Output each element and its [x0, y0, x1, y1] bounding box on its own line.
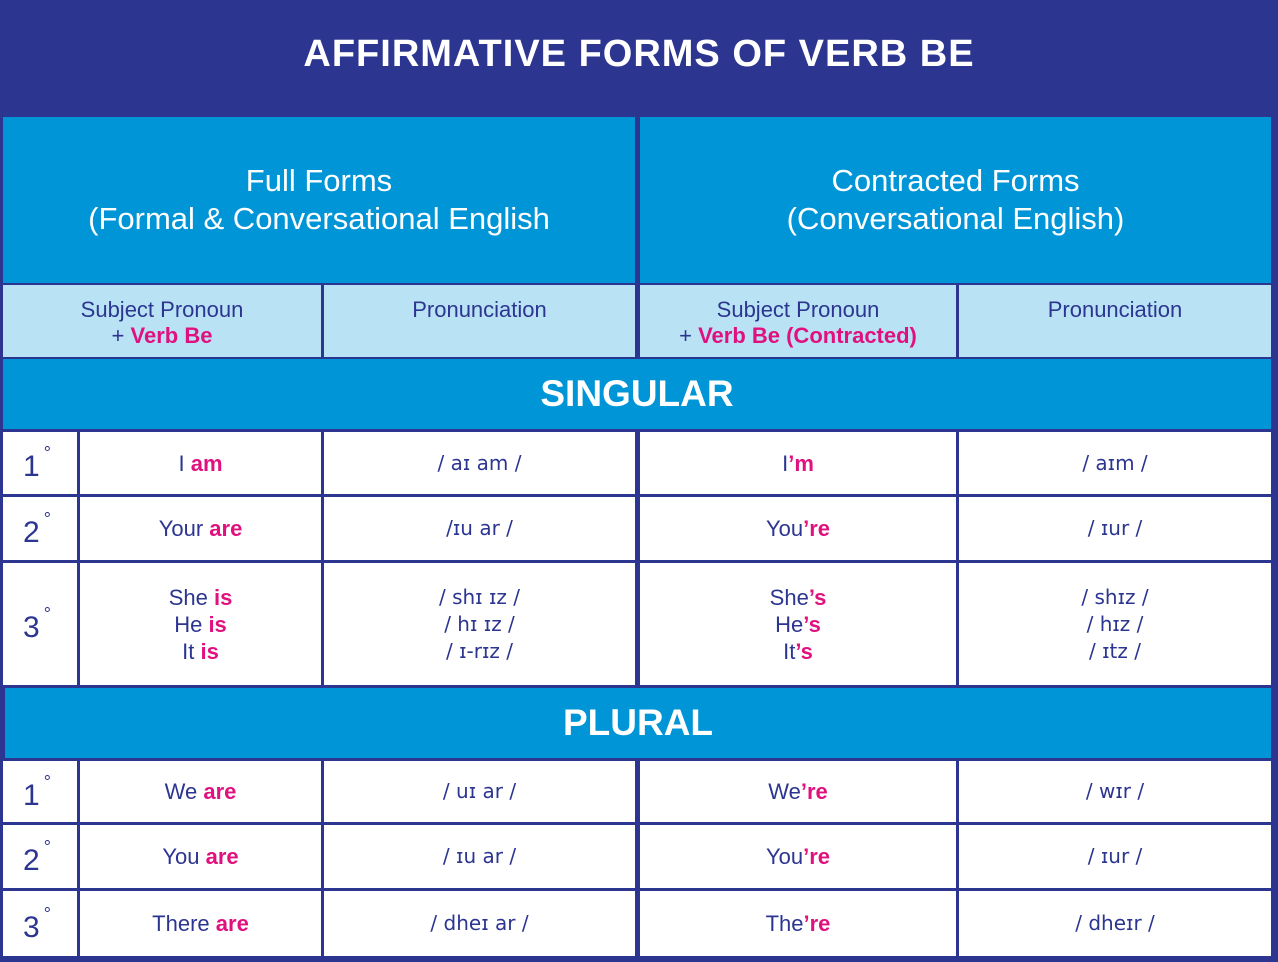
singular-contracted_pron-cell — [959, 563, 1271, 685]
singular-full_pron-cell — [324, 563, 635, 685]
subheader-full-subject — [3, 285, 321, 357]
pronunciation-text: / uɪ ar / — [442, 779, 517, 803]
full-forms-title: Full Forms — [245, 163, 393, 198]
singular-contracted-cell — [640, 497, 956, 560]
person-digit: 3 — [23, 611, 40, 644]
contracted-form-line — [782, 450, 814, 477]
subheader-full-pronunciation — [324, 285, 635, 357]
subheader-contracted-pronunciation — [959, 285, 1271, 357]
full-form-line — [174, 611, 227, 638]
plural-contracted_pron-cell — [959, 825, 1271, 888]
contracted-form-line — [768, 778, 828, 805]
subheader-label: Subject Pronoun — [80, 297, 244, 322]
verb-text: am — [190, 450, 223, 476]
full-form-line — [169, 584, 233, 611]
verb-text: are — [215, 911, 249, 936]
plural-full_pron-cell — [324, 825, 635, 888]
pronoun-text: I — [782, 450, 789, 476]
subheader-label: Pronunciation — [412, 297, 547, 322]
subheader-contracted-subject — [640, 285, 956, 357]
contracted-forms-subtitle: (Conversational English) — [786, 201, 1125, 236]
title-bar — [0, 0, 1278, 116]
plural-contracted-cell — [640, 891, 956, 956]
pronunciation-text: / ɪ-rɪz / — [446, 638, 513, 663]
degree-sign: ° — [43, 604, 51, 624]
pronoun-text: There — [152, 911, 216, 936]
person-number — [23, 604, 51, 644]
singular-num-cell — [3, 497, 77, 560]
pronunciation-text: / shɪz / — [1081, 584, 1149, 609]
person-digit: 1 — [23, 450, 40, 483]
subheader-verb-line — [679, 323, 917, 349]
full-form-line — [182, 638, 219, 665]
verb-text: ’re — [800, 779, 828, 804]
plural-contracted-cell — [640, 825, 956, 888]
pronoun-text: The — [765, 911, 804, 936]
verb-text: are — [203, 779, 237, 804]
plural-num-cell — [3, 825, 77, 888]
verb-text: is — [208, 611, 227, 637]
contracted-form-line — [766, 910, 831, 937]
plural-full_pron-cell — [324, 891, 635, 956]
singular-contracted_pron-cell — [959, 497, 1271, 560]
subheader-label: Subject Pronoun — [716, 297, 880, 322]
pronoun-text: We — [768, 779, 801, 804]
pronunciation-text: / dheɪr / — [1075, 911, 1155, 935]
full-forms-subtitle: (Formal & Conversational English — [88, 201, 550, 236]
verb-text: ’re — [803, 516, 831, 541]
section-plural — [5, 688, 1271, 758]
degree-sign: ° — [43, 836, 51, 857]
person-digit: 3 — [23, 910, 40, 944]
plural-full-cell — [80, 825, 321, 888]
pronunciation-text: / dheɪ ar / — [430, 911, 529, 935]
plural-contracted_pron-cell — [959, 761, 1271, 822]
plural-contracted-cell — [640, 761, 956, 822]
full-form-line — [162, 843, 238, 870]
pronunciation-text: / ɪur / — [1087, 844, 1143, 868]
section-label: PLURAL — [562, 702, 714, 743]
plural-full_pron-cell — [324, 761, 635, 822]
singular-full_pron-cell — [324, 432, 635, 494]
singular-full-cell — [80, 563, 321, 685]
subheader-verb-line — [112, 323, 213, 349]
pronoun-text: You — [162, 844, 206, 869]
verb-text: is — [213, 584, 233, 610]
pronunciation-text: / hɪ ɪz / — [444, 611, 515, 636]
contracted-form-line — [766, 843, 830, 870]
person-number — [23, 443, 51, 483]
contracted-forms-header — [640, 117, 1271, 283]
pronunciation-text: / ɪu ar / — [442, 844, 517, 868]
person-digit: 2 — [23, 843, 40, 877]
pronoun-text: She — [168, 584, 214, 610]
plural-full-cell — [80, 891, 321, 956]
pronunciation-text: / aɪm / — [1082, 450, 1148, 475]
degree-sign: ° — [43, 771, 51, 792]
plural-full-cell — [80, 761, 321, 822]
verb-text: are — [205, 844, 239, 869]
singular-contracted-cell — [640, 432, 956, 494]
verb-text: are — [209, 516, 243, 541]
pronoun-text: Your — [158, 516, 210, 541]
pronunciation-text: / hɪz / — [1086, 611, 1144, 636]
contracted-form-line — [775, 611, 821, 638]
degree-sign: ° — [43, 443, 51, 463]
singular-num-cell — [3, 432, 77, 494]
pronoun-text: She — [769, 584, 809, 610]
person-number — [23, 508, 51, 549]
pronoun-text: It — [182, 638, 201, 664]
contracted-forms-title: Contracted Forms — [831, 163, 1080, 198]
pronunciation-text: / ɪtz / — [1089, 638, 1141, 663]
full-forms-header — [3, 117, 635, 283]
pronunciation-text: / aɪ am / — [437, 450, 522, 475]
pronunciation-text: / ɪur / — [1087, 516, 1143, 540]
pronunciation-text: / wɪr / — [1085, 779, 1145, 803]
subheader-label: Pronunciation — [1047, 297, 1183, 322]
pronoun-text: You — [765, 844, 804, 869]
degree-sign: ° — [43, 508, 51, 529]
full-form-line — [159, 515, 243, 542]
verb-text: ’s — [808, 584, 827, 610]
pronoun-text: He — [174, 611, 209, 637]
person-digit: 1 — [23, 778, 40, 812]
verb-text: ’s — [795, 638, 813, 664]
pronoun-text: He — [775, 611, 804, 637]
pronoun-text: We — [164, 779, 204, 804]
singular-num-cell — [3, 563, 77, 685]
verb-text: ’re — [803, 844, 831, 869]
section-label: SINGULAR — [540, 373, 734, 414]
degree-sign: ° — [43, 903, 51, 924]
contracted-form-line — [783, 638, 813, 665]
plus-sign: + — [679, 323, 699, 348]
singular-full-cell — [80, 432, 321, 494]
pronunciation-text: /ɪu ar / — [446, 516, 513, 540]
page-title: AFFIRMATIVE FORMS OF VERB BE — [303, 32, 975, 75]
contracted-form-line — [770, 584, 827, 611]
singular-contracted_pron-cell — [959, 432, 1271, 494]
singular-full_pron-cell — [324, 497, 635, 560]
pronoun-text: It — [783, 638, 796, 664]
singular-contracted-cell — [640, 563, 956, 685]
pronunciation-text: / shɪ ɪz / — [438, 584, 520, 609]
verb-be-contracted-label: Verb Be (Contracted) — [698, 323, 917, 348]
person-number — [23, 836, 51, 877]
verb-text: ’re — [803, 911, 831, 936]
full-form-line — [152, 910, 249, 937]
plural-num-cell — [3, 891, 77, 956]
person-digit: 2 — [23, 515, 40, 549]
pronoun-text: You — [765, 516, 804, 541]
full-form-line — [165, 778, 237, 805]
person-number — [23, 771, 51, 812]
plus-sign: + — [111, 323, 131, 348]
contracted-form-line — [766, 515, 830, 542]
verb-text: ’s — [803, 611, 821, 637]
plural-contracted_pron-cell — [959, 891, 1271, 956]
plural-num-cell — [3, 761, 77, 822]
verb-text: ’m — [788, 450, 814, 476]
verb-be-label: Verb Be — [130, 323, 213, 348]
full-form-line — [178, 450, 222, 477]
person-number — [23, 903, 51, 944]
section-singular — [3, 359, 1271, 429]
verb-text: is — [200, 638, 219, 664]
pronoun-text: I — [178, 450, 191, 476]
singular-full-cell — [80, 497, 321, 560]
